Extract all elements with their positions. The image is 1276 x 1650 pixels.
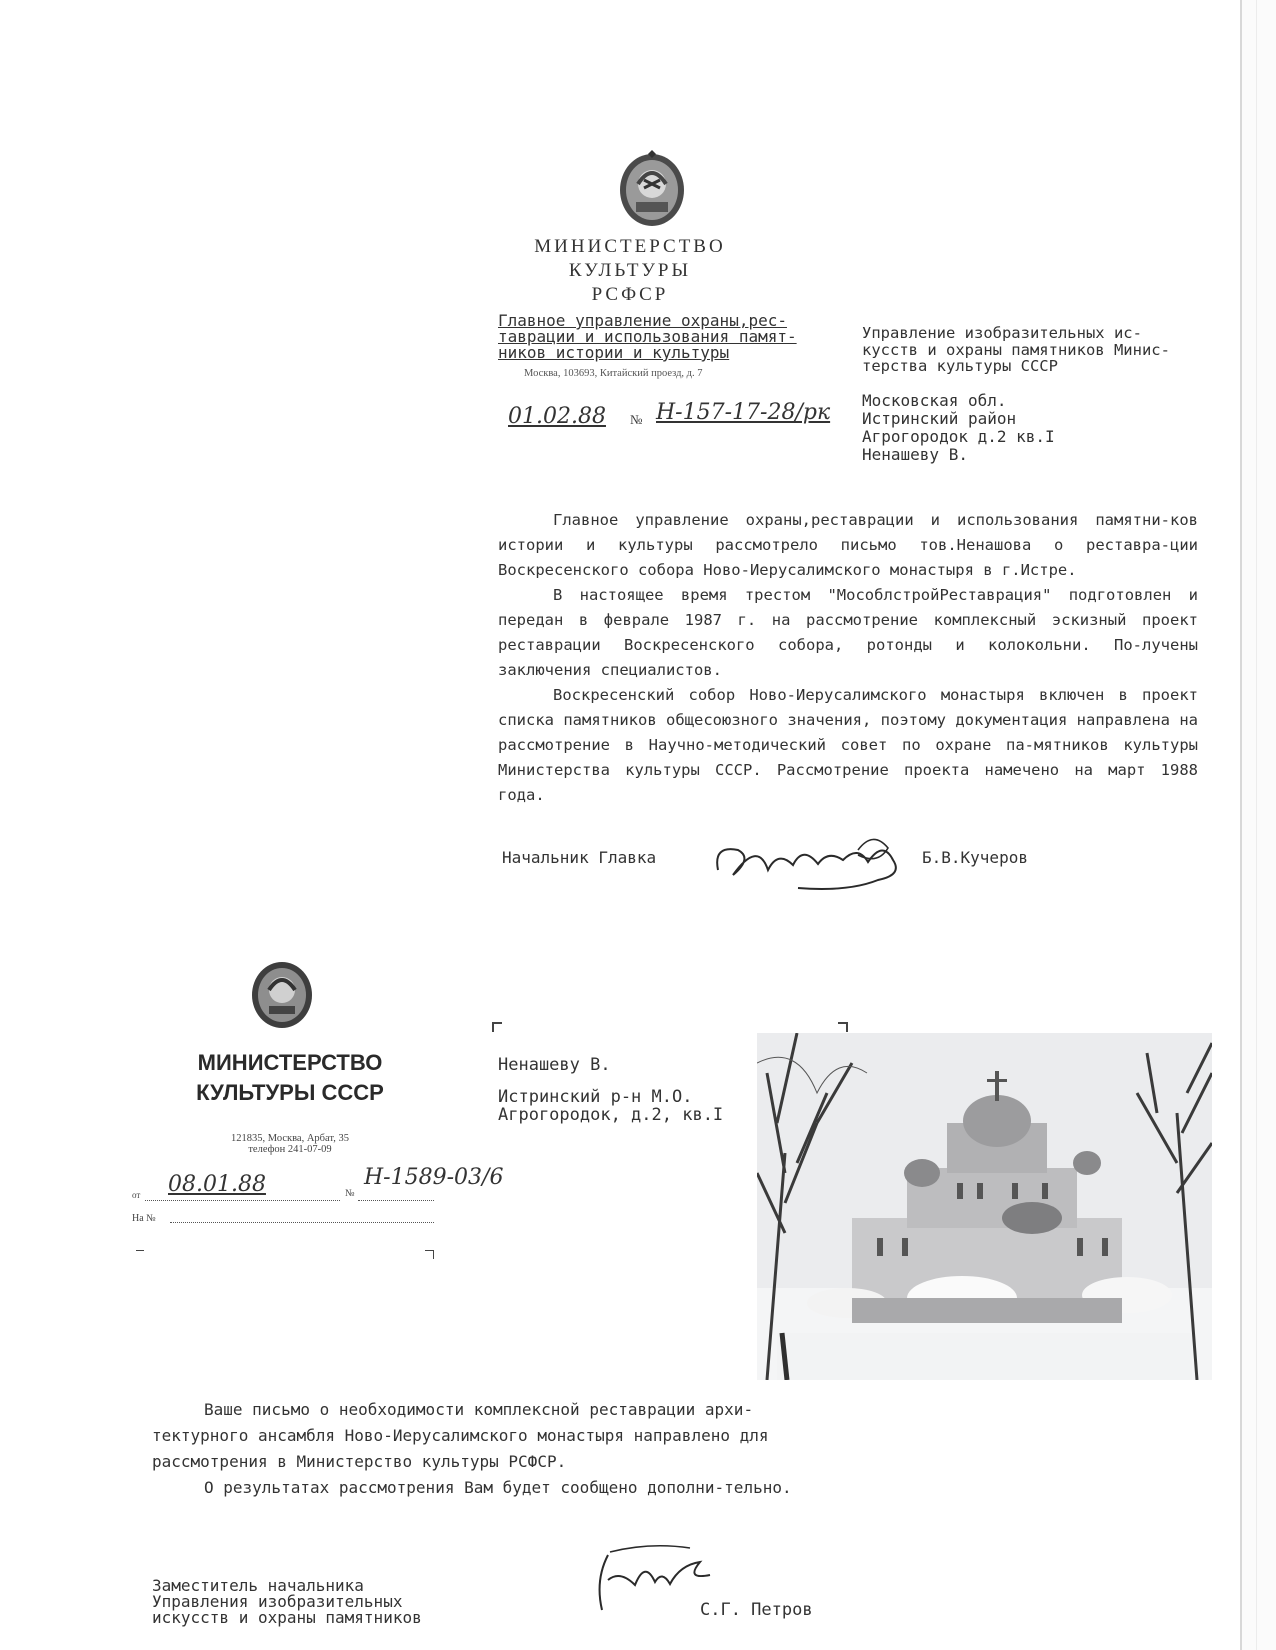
corner-mark [425, 1250, 434, 1259]
corner-mark [492, 1022, 502, 1032]
emblem-rsfsr [614, 150, 690, 237]
letter-number-2: Н-1589-03/6 [364, 1165, 504, 1190]
letter-number-1: Н-157-17-28/рк [656, 400, 831, 425]
recipient-organization: Управление изобразительных ис- кусств и охраны памятников Минис- терства культуры СССР [862, 324, 1170, 375]
letter-body-2 [152, 1397, 812, 1501]
number-line [358, 1200, 434, 1201]
ministry-title-1: МИНИСТЕРСТВО КУЛЬТУРЫ РСФСР [534, 236, 726, 305]
paragraph: О результатах рассмотрения Вам будет сообщено дополни-тельно. [204, 1478, 792, 1497]
ministry-address-2: 121835, Москва, Арбат, 35 телефон 241-07-09 [231, 1133, 349, 1155]
recipient-name-2: Ненашеву В. [498, 1055, 611, 1075]
signature-name-2: С.Г. Петров [700, 1600, 813, 1620]
paragraph: Главное управление охраны,реставрации и использования памятни-ков истории и культуры рассмотрело письмо тов.Ненашова о реставра-ции Воскресенского собора Ново-Иерусалимского монастыря в г.Истре. [498, 511, 1198, 579]
date-line [145, 1200, 340, 1201]
signature-title-1: Начальник Главка [502, 848, 657, 867]
recipient-address-1: Московская обл. Истринский район Агрогородок д.2 кв.I Ненашеву В. [862, 391, 1055, 464]
department-heading-1: Главное управление охраны,рес- таврации и использования памят- ников истории и культуры [498, 311, 797, 362]
paragraph: Воскресенский собор Ново-Иерусалимского монастыря включен в проект списка памятников общесоюзного значения, поэтому документация направлена на рассмотрение в Научно-методический совет по охране па-мятников культуры Министерства культуры СССР. Рассмотрение проекта намечено на март 1988 года. [498, 686, 1198, 804]
ministry-address-1: Москва, 103693, Китайский проезд, д. 7 [524, 368, 703, 379]
paragraph: В настоящее время трестом "МособлстройРеставрация" подготовлен и передан в феврале 1987 г. на рассмотрение комплексный эскизный проект реставрации Воскресенского собора, ротонды и колокольни. По-лучены заключения специалистов. [498, 586, 1198, 679]
recipient-address-2: Истринский р-н М.О. Агрогородок, д.2, кв.I [498, 1087, 724, 1125]
handwritten-signature-1 [708, 830, 918, 905]
corner-mark [838, 1022, 848, 1032]
ministry-title-2: МИНИСТЕРСТВО КУЛЬТУРЫ СССР [196, 1050, 384, 1105]
signature-name-1: Б.В.Кучеров [922, 848, 1028, 867]
paragraph: Ваше письмо о необходимости комплексной реставрации архи-тектурного ансамбля Ново-Иерусалимского монастыря направлено для рассмотрения в Министерство культуры РСФСР. [152, 1400, 769, 1471]
reference-line [170, 1222, 434, 1223]
cathedral-photo [757, 1033, 1212, 1380]
number-sign-1: № [630, 412, 643, 427]
date-label: от [132, 1190, 141, 1200]
signature-title-2: Заместитель начальника Управления изобразительных искусств и охраны памятников [152, 1576, 422, 1627]
number-sign-2: № [345, 1188, 355, 1199]
letter-date-2: 08.01.88 [168, 1172, 266, 1197]
reference-label: На № [132, 1213, 156, 1224]
page-edge [1240, 0, 1276, 1650]
emblem-ussr [249, 960, 315, 1035]
letter-date-1: 01.02.88 [508, 404, 606, 429]
corner-mark [136, 1250, 144, 1259]
letter-body-1 [498, 508, 1198, 808]
